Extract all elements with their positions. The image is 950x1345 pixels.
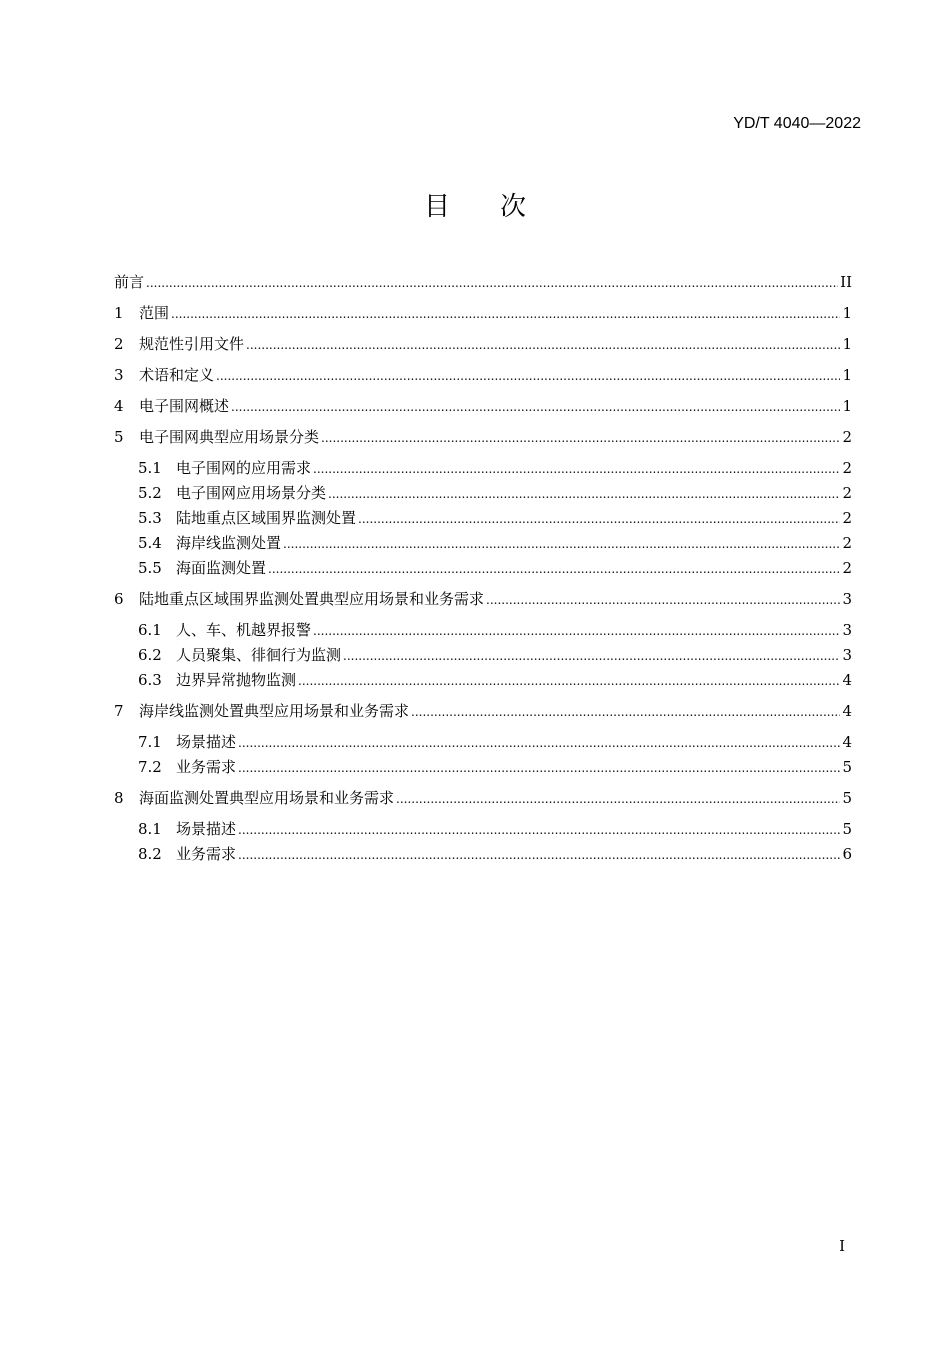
toc-entry[interactable] [114, 301, 852, 326]
toc-entry[interactable] [114, 363, 852, 388]
toc-entry[interactable] [114, 730, 852, 755]
page-number: I [839, 1237, 845, 1255]
toc-entry[interactable] [114, 643, 852, 668]
toc-entry-label: 规范性引用文件 [139, 335, 245, 353]
toc-entry[interactable] [114, 456, 852, 481]
toc-entry-page: 4 [842, 671, 852, 689]
toc-entry-number: 6.2 [138, 646, 162, 664]
toc-entry-number: 5.5 [138, 559, 162, 577]
standard-code: YD/T 4040—2022 [733, 115, 861, 132]
toc-entry-label: 业务需求 [176, 845, 237, 863]
toc-entry-label: 海岸线监测处置 [176, 534, 282, 552]
toc-leader-dots [283, 532, 840, 557]
toc-entry[interactable] [114, 668, 852, 693]
toc-leader-dots [238, 843, 840, 868]
toc-leader-dots [343, 644, 840, 669]
toc-entry-label: 场景描述 [176, 733, 237, 751]
toc-entry[interactable] [114, 842, 852, 867]
toc-entry-page: 3 [842, 621, 852, 639]
toc-entry-number: 6 [114, 590, 124, 608]
toc-entry-label: 前言 [114, 273, 145, 291]
toc-entry-label: 业务需求 [176, 758, 237, 776]
toc-leader-dots [171, 302, 840, 327]
toc-leader-dots [486, 588, 840, 613]
toc-entry[interactable] [114, 587, 852, 612]
toc-entry-label: 电子围网应用场景分类 [176, 484, 327, 502]
toc-entry-page: 4 [842, 702, 852, 720]
toc-leader-dots [298, 669, 840, 694]
toc-entry[interactable] [114, 618, 852, 643]
toc-entry-number: 7 [114, 702, 124, 720]
toc-leader-dots [411, 700, 840, 725]
toc-entry-page: 1 [842, 304, 852, 322]
toc-entry-page: 5 [842, 758, 852, 776]
toc-entry-label: 范围 [139, 304, 170, 322]
toc-entry-number: 4 [114, 397, 124, 415]
toc-entry-number: 5.2 [138, 484, 162, 502]
toc-entry-number: 8 [114, 789, 124, 807]
toc-entry-page: 1 [842, 335, 852, 353]
toc-entry-number: 7.1 [138, 733, 162, 751]
toc-entry-label: 电子围网的应用需求 [176, 459, 312, 477]
toc-entry-label: 陆地重点区域围界监测处置 [176, 509, 357, 527]
toc-entry-label: 人员聚集、徘徊行为监测 [176, 646, 342, 664]
toc-entry-page: 3 [842, 590, 852, 608]
toc-entry-number: 8.1 [138, 820, 162, 838]
toc-entry-number: 8.2 [138, 845, 162, 863]
toc-leader-dots [328, 482, 840, 507]
toc-leader-dots [313, 457, 840, 482]
toc-entry[interactable] [114, 817, 852, 842]
toc-entry[interactable] [114, 270, 852, 295]
toc-entry-page: 2 [842, 484, 852, 502]
toc-entry-page: 1 [842, 366, 852, 384]
toc-entry[interactable] [114, 531, 852, 556]
toc-entry-page: 2 [842, 459, 852, 477]
toc-entry-number: 6.1 [138, 621, 162, 639]
toc-leader-dots [321, 426, 840, 451]
toc-entry-page: II [840, 273, 852, 291]
toc-entry-number: 5 [114, 428, 124, 446]
toc-entry-number: 6.3 [138, 671, 162, 689]
toc-leader-dots [268, 557, 840, 582]
toc-leader-dots [146, 271, 838, 296]
toc-entry-label: 场景描述 [176, 820, 237, 838]
toc-entry-page: 2 [842, 559, 852, 577]
toc-entry-label: 海面监测处置 [176, 559, 267, 577]
toc-entry-label: 陆地重点区域围界监测处置典型应用场景和业务需求 [139, 590, 485, 608]
toc-entry-label: 电子围网概述 [139, 397, 230, 415]
table-of-contents [114, 270, 852, 867]
toc-entry-number: 2 [114, 335, 124, 353]
toc-entry-number: 7.2 [138, 758, 162, 776]
toc-leader-dots [238, 756, 840, 781]
toc-entry-label: 电子围网典型应用场景分类 [139, 428, 320, 446]
toc-entry[interactable] [114, 394, 852, 419]
toc-entry-page: 2 [842, 534, 852, 552]
toc-entry-page: 6 [842, 845, 852, 863]
toc-entry[interactable] [114, 699, 852, 724]
toc-entry-number: 5.3 [138, 509, 162, 527]
toc-entry[interactable] [114, 332, 852, 357]
toc-entry[interactable] [114, 506, 852, 531]
toc-entry-label: 人、车、机越界报警 [176, 621, 312, 639]
toc-leader-dots [231, 395, 840, 420]
toc-entry-page: 4 [842, 733, 852, 751]
toc-leader-dots [396, 787, 840, 812]
toc-entry[interactable] [114, 786, 852, 811]
toc-entry-page: 3 [842, 646, 852, 664]
toc-entry-number: 5.4 [138, 534, 162, 552]
toc-entry-page: 5 [842, 820, 852, 838]
toc-entry-label: 边界异常抛物监测 [176, 671, 297, 689]
toc-leader-dots [313, 619, 840, 644]
toc-entry-page: 5 [842, 789, 852, 807]
toc-leader-dots [238, 818, 840, 843]
toc-entry-page: 1 [842, 397, 852, 415]
page-title: 目次 [423, 192, 576, 222]
toc-entry-number: 1 [114, 304, 124, 322]
toc-leader-dots [246, 333, 840, 358]
toc-leader-dots [238, 731, 840, 756]
toc-leader-dots [358, 507, 840, 532]
toc-entry-number: 3 [114, 366, 124, 384]
toc-entry-page: 2 [842, 509, 852, 527]
toc-entry[interactable] [114, 425, 852, 450]
toc-entry[interactable] [114, 556, 852, 581]
toc-entry-label: 术语和定义 [139, 366, 215, 384]
toc-entry-label: 海面监测处置典型应用场景和业务需求 [139, 789, 395, 807]
toc-entry[interactable] [114, 481, 852, 506]
toc-entry-label: 海岸线监测处置典型应用场景和业务需求 [139, 702, 410, 720]
toc-entry-number: 5.1 [138, 459, 162, 477]
toc-entry[interactable] [114, 755, 852, 780]
toc-leader-dots [216, 364, 840, 389]
toc-entry-page: 2 [842, 428, 852, 446]
